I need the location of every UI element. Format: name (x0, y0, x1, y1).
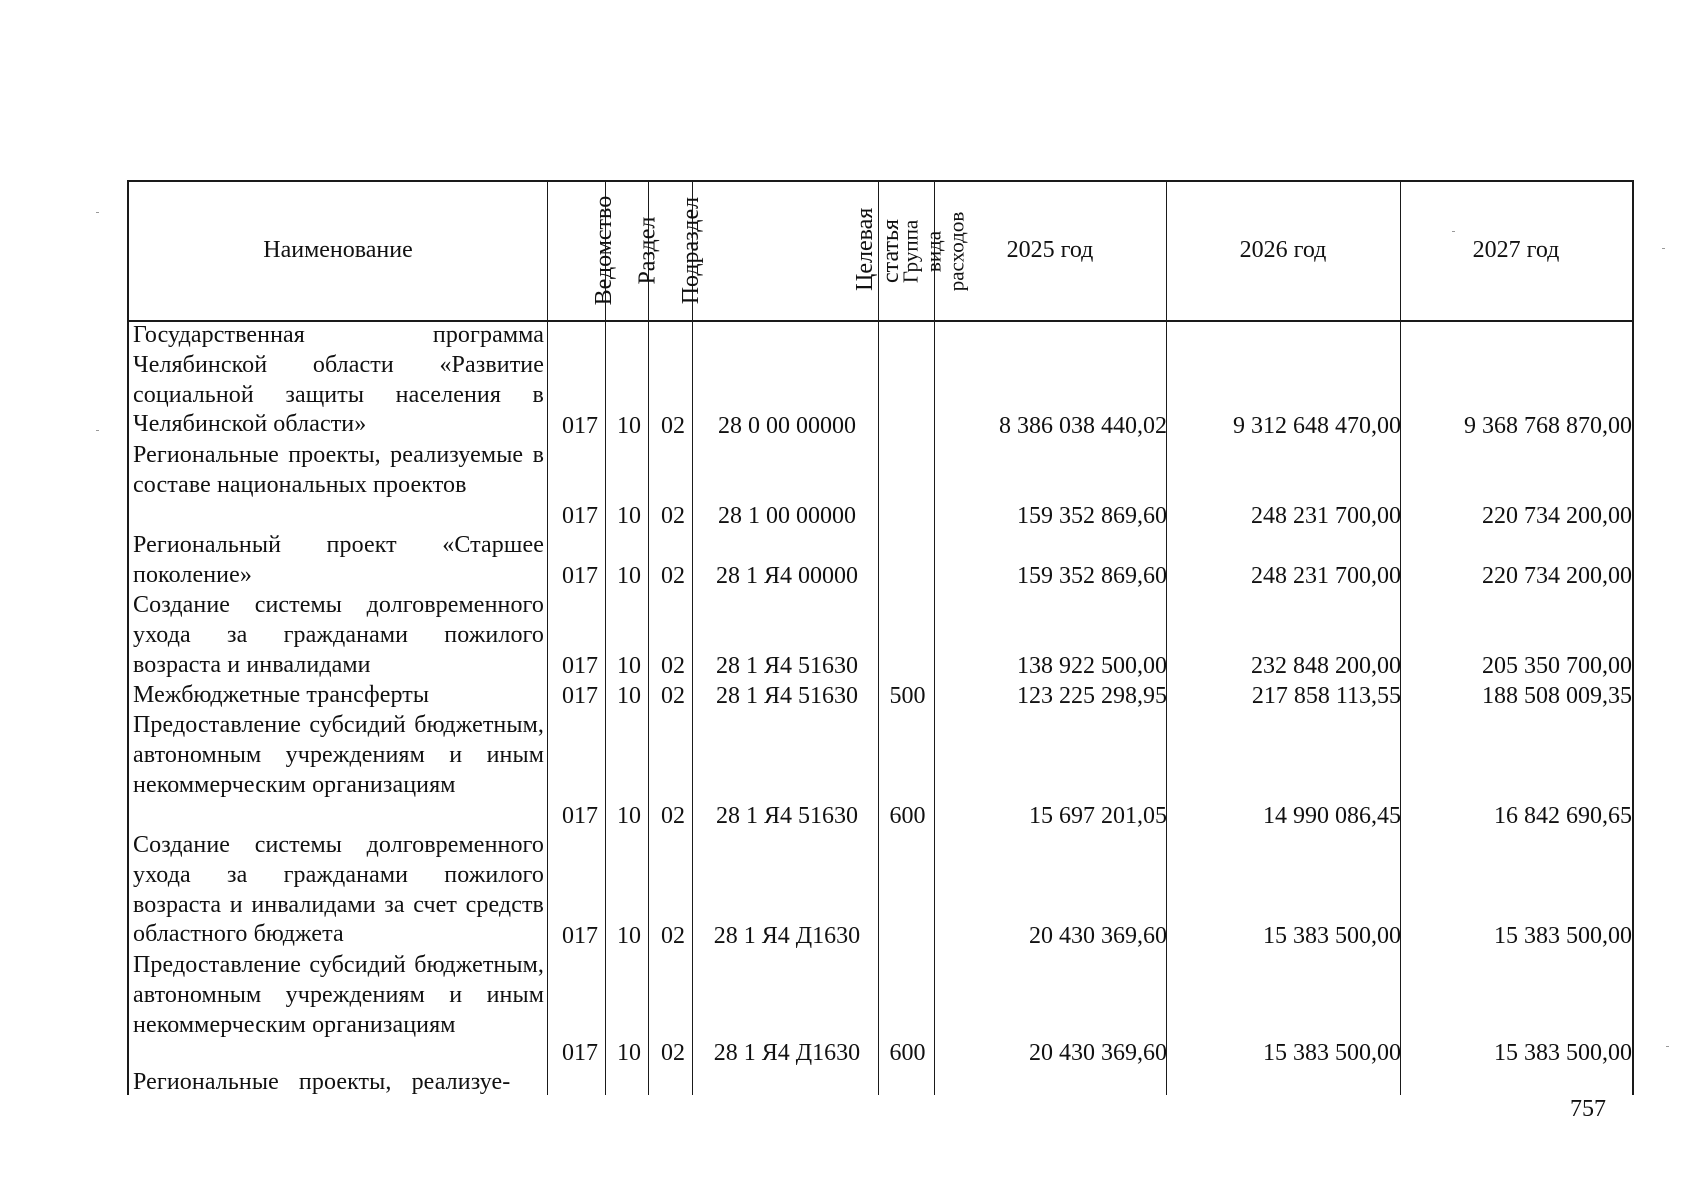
cell-razdel: 10 (617, 683, 641, 709)
cell-2027: 188 508 009,35 (1482, 683, 1632, 709)
row-name: Межбюджетные трансферты (133, 682, 430, 708)
table-row (129, 531, 1632, 591)
cell-vedomstvo: 017 (562, 503, 598, 529)
header-2025: 2025 год (1006, 237, 1094, 264)
cell-2027: 15 383 500,00 (1494, 1040, 1632, 1066)
cell-vedomstvo: 017 (562, 1040, 598, 1066)
row-name: Региональные проекты, реализуе- (133, 1069, 511, 1095)
row-name: Региональные проекты, реализуемые в составе национальных проектов (133, 442, 544, 498)
cell-podrazdel: 02 (661, 803, 685, 829)
cell-podrazdel: 02 (661, 923, 685, 949)
scan-speck (96, 212, 99, 213)
scan-speck (96, 430, 99, 431)
scan-speck (1662, 248, 1665, 249)
cell-celevaya: 28 1 Я4 Д1630 (713, 1040, 861, 1066)
cell-2027: 9 368 768 870,00 (1464, 413, 1632, 439)
row-name: Государственная программа Челябинской области «Развитие социальной защиты населения в Челябинской области» (133, 322, 544, 438)
cell-2025: 20 430 369,60 (1029, 923, 1167, 949)
cell-2025: 8 386 038 440,02 (999, 413, 1167, 439)
cell-vedomstvo: 017 (562, 803, 598, 829)
cell-razdel: 10 (617, 563, 641, 589)
table-row (129, 591, 1632, 681)
cell-celevaya: 28 1 Я4 51630 (715, 803, 858, 829)
cell-celevaya: 28 1 Я4 51630 (715, 683, 858, 709)
cell-vedomstvo: 017 (562, 413, 598, 439)
cell-gruppa: 500 (889, 683, 926, 709)
header-name: Наименование (263, 237, 413, 264)
cell-2025: 20 430 369,60 (1029, 1040, 1167, 1066)
cell-2025: 123 225 298,95 (1017, 683, 1167, 709)
cell-razdel: 10 (617, 413, 641, 439)
cell-razdel: 10 (617, 803, 641, 829)
cell-2027: 220 734 200,00 (1482, 503, 1632, 529)
cell-2026: 15 383 500,00 (1263, 1040, 1401, 1066)
table-row (129, 951, 1632, 1068)
table-row (129, 1068, 1632, 1098)
cell-vedomstvo: 017 (562, 923, 598, 949)
row-name: Создание системы долговременного ухода за гражданами пожилого возраста и инвалидами (133, 592, 544, 678)
cell-2025: 138 922 500,00 (1017, 653, 1167, 679)
cell-podrazdel: 02 (661, 503, 685, 529)
cell-vedomstvo: 017 (562, 683, 598, 709)
cell-razdel: 10 (617, 503, 641, 529)
cell-celevaya: 28 1 Я4 00000 (715, 563, 858, 589)
cell-2026: 248 231 700,00 (1251, 503, 1401, 529)
cell-podrazdel: 02 (661, 1040, 685, 1066)
cell-vedomstvo: 017 (562, 563, 598, 589)
scan-speck (1452, 231, 1455, 232)
budget-table: Наименование Ведомство Раздел Подраздел Целевая статья Группа вида расходов 2025 год 2026 год 2027 год Государственная программа Челябинской области «Развитие социальной защиты населения в Челябинской области» 017 10 02 28 0 00 00000 8 386 038 440,02 9 312 648 470,00 9 368 768 870,00 Региональные проекты, реализуемые в составе национальных проектов 017 10 02 28 1 00 00000 159 352 869,60 248 231 700,00 220 734 200,00 Региональный проект «Старшее поколение» 017 10 02 28 1 Я4 00000 159 352 869,60 248 231 700,00 220 734 200,00 Создание системы долговременного ухода за гражданами пожилого возраста и инвалидами 017 10 02 28 1 Я4 51630 138 922 500,00 232 848 200,00 205 350 700,00 Межбюджетные трансферты 017 10 02 28 1 Я4 51630 500 123 225 298,95 217 858 113,55 188 508 009,35 Предоставление субсидий бюджетным, автономным учреждениям и иным некоммерческим организациям 017 10 02 28 1 Я4 51630 600 15 697 201,05 14 990 086,45 16 842 690,65 Создание системы долговременного ухода за гражданами пожилого возраста и инвалидами за счет средств областного бюджета 017 10 02 28 1 Я4 Д1630 20 430 369,60 15 383 500,00 15 383 500,00 Предоставление субсидий бюджетным, автономным учреждениям и иным некоммерческим организациям 017 10 02 28 1 Я4 Д1630 600 20 430 369,60 15 383 500,00 15 383 500,00 Региональные проекты, реализуе- (127, 180, 1634, 1095)
row-name: Создание системы долговременного ухода за гражданами пожилого возраста и инвалидами за счет средств областного бюджета (133, 832, 544, 948)
cell-gruppa: 600 (889, 803, 926, 829)
cell-2027: 16 842 690,65 (1494, 803, 1632, 829)
cell-celevaya: 28 1 Я4 Д1630 (713, 923, 861, 949)
cell-podrazdel: 02 (661, 413, 685, 439)
header-2026: 2026 год (1239, 237, 1327, 264)
cell-razdel: 10 (617, 1040, 641, 1066)
table-row (129, 681, 1632, 711)
cell-2025: 159 352 869,60 (1017, 503, 1167, 529)
cell-2027: 220 734 200,00 (1482, 563, 1632, 589)
cell-podrazdel: 02 (661, 563, 685, 589)
table-row (129, 711, 1632, 831)
row-name: Предоставление субсидий бюджетным, автономным учреждениям и иным некоммерческим организациям (133, 952, 544, 1038)
cell-razdel: 10 (617, 923, 641, 949)
cell-podrazdel: 02 (661, 653, 685, 679)
cell-podrazdel: 02 (661, 683, 685, 709)
cell-2026: 232 848 200,00 (1251, 653, 1401, 679)
table-row (129, 441, 1632, 531)
cell-2025: 159 352 869,60 (1017, 563, 1167, 589)
row-name: Предоставление субсидий бюджетным, автономным учреждениям и иным некоммерческим организациям (133, 712, 544, 798)
cell-razdel: 10 (617, 653, 641, 679)
cell-2025: 15 697 201,05 (1029, 803, 1167, 829)
scan-speck (1666, 1046, 1669, 1047)
cell-2026: 14 990 086,45 (1263, 803, 1401, 829)
cell-celevaya: 28 0 00 00000 (718, 413, 856, 439)
header-2027: 2027 год (1472, 237, 1560, 264)
cell-2026: 9 312 648 470,00 (1233, 413, 1401, 439)
cell-2026: 248 231 700,00 (1251, 563, 1401, 589)
table-row (129, 831, 1632, 951)
cell-vedomstvo: 017 (562, 653, 598, 679)
cell-celevaya: 28 1 00 00000 (718, 503, 856, 529)
cell-2026: 217 858 113,55 (1251, 683, 1401, 709)
page-number: 757 (1570, 1096, 1606, 1122)
cell-2026: 15 383 500,00 (1263, 923, 1401, 949)
cell-2027: 205 350 700,00 (1482, 653, 1632, 679)
cell-2027: 15 383 500,00 (1494, 923, 1632, 949)
cell-celevaya: 28 1 Я4 51630 (715, 653, 858, 679)
table-row (129, 321, 1632, 441)
cell-gruppa: 600 (889, 1040, 926, 1066)
row-name: Региональный проект «Старшее поколение» (133, 532, 544, 588)
